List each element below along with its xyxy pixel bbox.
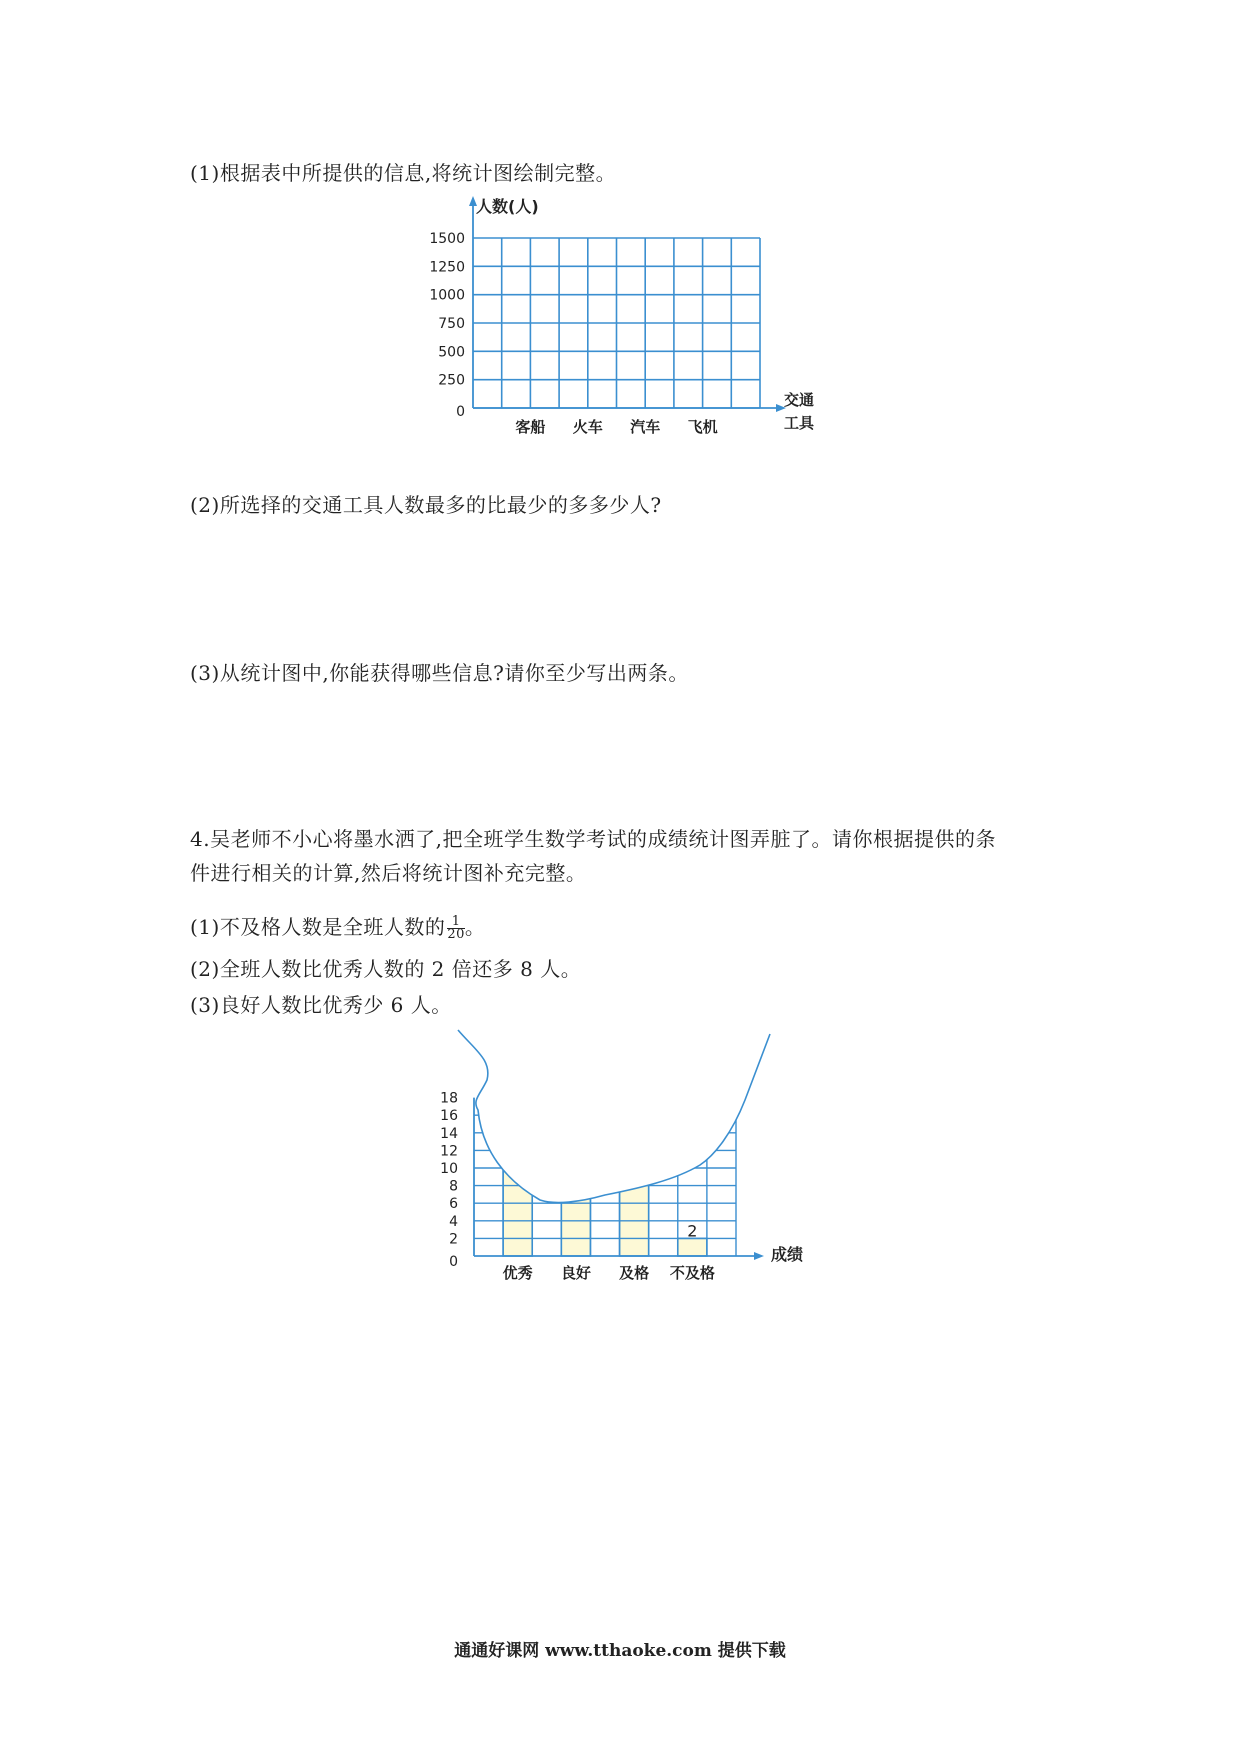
grades-chart-y-tick-labels (440, 1091, 458, 1270)
transport-chart-x-axis-label-line1: 交通 (784, 391, 815, 409)
y-tick-label: 1000 (429, 287, 465, 304)
q4-condition3: (3)良好人数比优秀少 6 人。 (190, 993, 452, 1017)
q4-condition1-prefix: (1)不及格人数是全班人数的 (190, 915, 446, 939)
q4-line2-text: 件进行相关的计算,然后将统计图补充完整。 (190, 861, 587, 885)
transport-chart-category-labels (515, 418, 717, 436)
y-tick-label: 250 (438, 372, 465, 389)
transport-chart (0, 190, 1240, 450)
category-label: 汽车 (630, 418, 661, 436)
y-tick-label: 0 (456, 404, 465, 420)
fraction-one-twentieth (447, 916, 465, 941)
bar (678, 1238, 707, 1256)
y-tick-label: 18 (440, 1090, 458, 1107)
y-tick-label: 16 (440, 1108, 458, 1125)
category-label: 飞机 (687, 418, 718, 436)
transport-chart-y-axis-label: 人数(人) (476, 197, 539, 216)
y-tick-label: 4 (449, 1213, 458, 1230)
q4-condition2: (2)全班人数比优秀人数的 2 倍还多 8 人。 (190, 957, 582, 981)
grades-chart (0, 1020, 1240, 1320)
category-label: 良好 (560, 1264, 591, 1282)
y-tick-label: 1250 (429, 259, 465, 276)
grades-chart-data-labels (687, 1221, 697, 1240)
y-tick-label: 8 (449, 1178, 458, 1195)
category-label: 不及格 (669, 1264, 715, 1282)
category-label: 优秀 (502, 1264, 533, 1282)
grades-chart-x-axis-label: 成绩 (771, 1245, 804, 1264)
fraction-denominator: 20 (447, 927, 465, 942)
bar-data-label: 2 (687, 1221, 698, 1241)
q4-line1-text: 4.吴老师不小心将墨水洒了,把全班学生数学考试的成绩统计图弄脏了。请你根据提供的条 (190, 827, 996, 851)
fraction-numerator: 1 (447, 916, 465, 929)
q3-part1-text: (1)根据表中所提供的信息,将统计图绘制完整。 (190, 161, 617, 185)
q4-condition1 (190, 914, 485, 941)
y-tick-label: 500 (438, 344, 465, 361)
y-tick-label: 750 (438, 316, 465, 332)
y-tick-label: 2 (449, 1231, 458, 1248)
q3-part3-text: (3)从统计图中,你能获得哪些信息?请你至少写出两条。 (190, 661, 689, 685)
category-label: 火车 (572, 418, 603, 436)
y-tick-label: 14 (440, 1125, 458, 1142)
category-label: 客船 (515, 418, 546, 436)
x-axis-arrow (754, 1252, 764, 1260)
q4-condition1-suffix: 。 (464, 915, 486, 939)
grades-chart-category-labels (503, 1264, 715, 1282)
y-tick-label: 12 (440, 1143, 458, 1160)
y-tick-label: 1500 (429, 231, 465, 247)
transport-chart-grid (473, 238, 760, 408)
page-footer: 通通好课网 www.tthaoke.com 提供下载 (454, 1641, 786, 1661)
category-label: 及格 (619, 1264, 650, 1282)
transport-chart-y-tick-labels (429, 231, 465, 420)
y-tick-label: 10 (440, 1161, 458, 1177)
y-tick-label: 6 (449, 1196, 458, 1213)
transport-chart-x-axis-label-line2: 工具 (784, 414, 815, 432)
q3-part2-text: (2)所选择的交通工具人数最多的比最少的多多少人? (190, 493, 662, 517)
y-tick-label: 0 (449, 1254, 458, 1270)
